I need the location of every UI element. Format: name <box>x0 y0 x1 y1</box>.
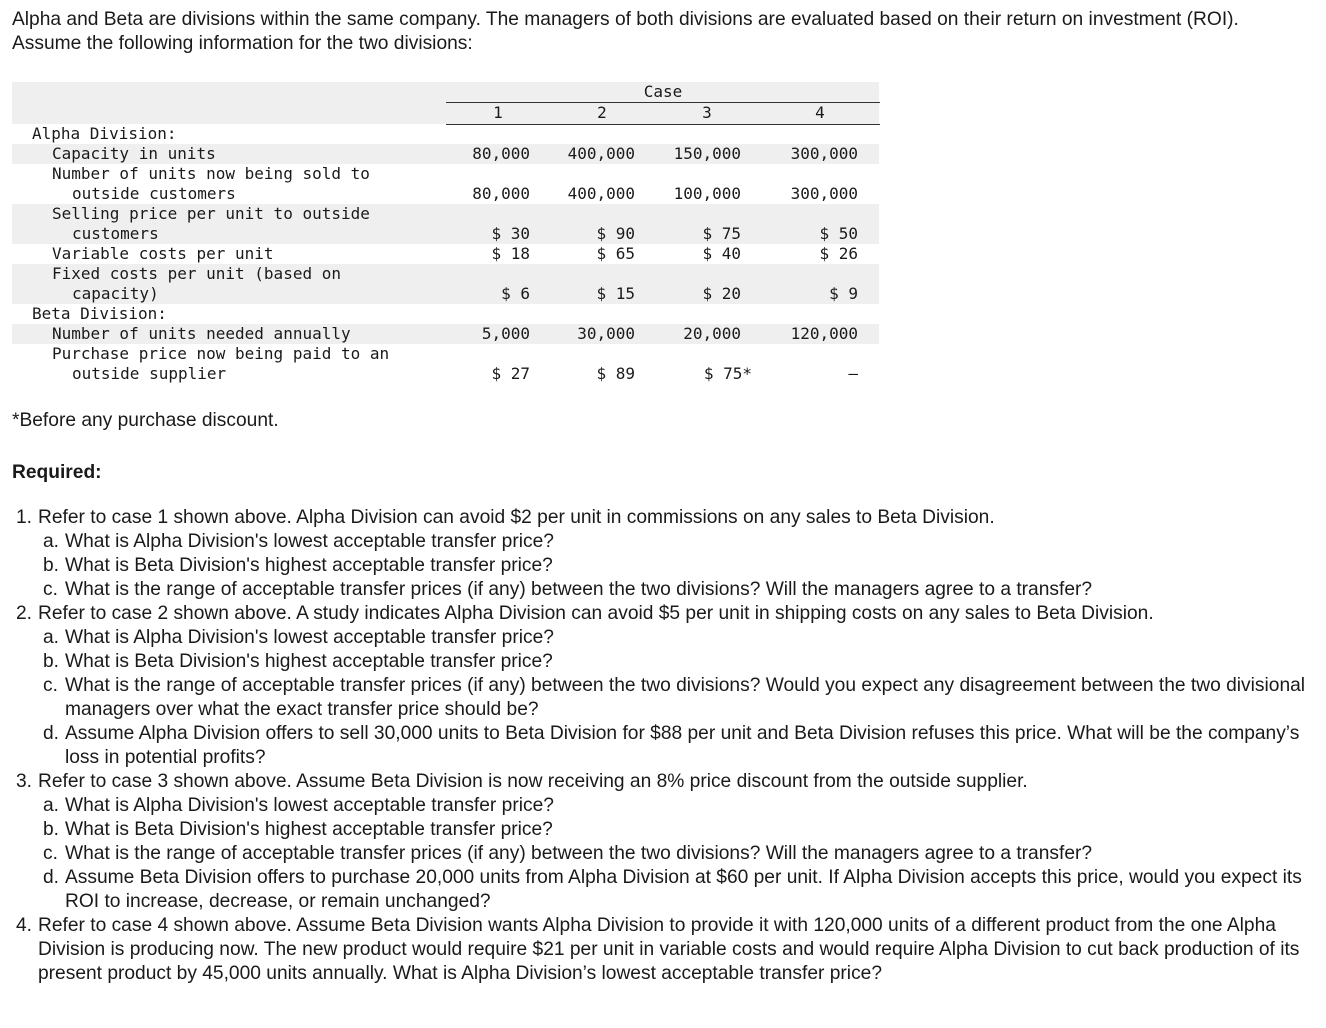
row-label: Fixed costs per unit (based on <box>52 264 341 283</box>
footnote: *Before any purchase discount. <box>12 410 279 431</box>
required-heading: Required: <box>12 462 102 483</box>
row-label: Selling price per unit to outside <box>52 204 370 223</box>
sub-letter: d. <box>43 723 60 744</box>
sub-letter: d. <box>43 867 60 888</box>
table-cell: $ 27 <box>491 364 530 383</box>
sub-letter: c. <box>43 675 58 696</box>
sub-text: What is the range of acceptable transfer prices (if any) between the two divisions? Would you expect any disagreement between the two divisional managers over what the exact transfer price should be? <box>65 675 1306 720</box>
case-number: 4 <box>815 103 825 122</box>
table-cell: 100,000 <box>673 184 741 203</box>
row-label-continued: outside customers <box>72 184 236 203</box>
sub-question <box>16 674 1316 722</box>
table-cell: $ 6 <box>501 284 530 303</box>
sub-text: What is the range of acceptable transfer prices (if any) between the two divisions? Will the managers agree to a transfer? <box>65 843 1093 864</box>
sub-text: What is Beta Division's highest acceptable transfer price? <box>65 555 553 576</box>
beta-division-heading: Beta Division: <box>32 304 167 323</box>
question-text: Refer to case 1 shown above. Alpha Division can avoid $2 per unit in commissions on any sales to Beta Division. <box>38 507 995 528</box>
table-cell: 120,000 <box>790 324 858 343</box>
row-label: Number of units needed annually <box>52 324 351 343</box>
question-text: Refer to case 4 shown above. Assume Beta Division wants Alpha Division to provide it with 120,000 units of a different product from the one Alpha Division is producing now. The new product would require $21 per unit in variable costs and would require Alpha Division to cut back production of its present product by 45,000 units annually. What is Alpha Division’s lowest acceptable transfer price? <box>38 915 1300 984</box>
case-number: 1 <box>493 103 503 122</box>
table-cell: – <box>848 364 858 383</box>
sub-letter: b. <box>43 651 60 672</box>
table-cell: $ 26 <box>819 244 858 263</box>
sub-letter: a. <box>43 627 60 648</box>
table-cell: $ 89 <box>596 364 635 383</box>
alpha-division-heading: Alpha Division: <box>32 124 177 143</box>
table-cell: $ 90 <box>596 224 635 243</box>
row-label: Variable costs per unit <box>52 244 274 263</box>
table-cell: 80,000 <box>472 144 530 163</box>
row-label-continued: customers <box>72 224 159 243</box>
row-label: Number of units now being sold to <box>52 164 370 183</box>
table-cell: 80,000 <box>472 184 530 203</box>
table-cell: 400,000 <box>567 144 635 163</box>
question-number: 1. <box>16 507 33 528</box>
sub-text: What is Beta Division's highest acceptable transfer price? <box>65 651 553 672</box>
sub-letter: c. <box>43 579 58 600</box>
table-cell: $ 15 <box>596 284 635 303</box>
table-cell: $ 65 <box>596 244 635 263</box>
sub-letter: b. <box>43 555 60 576</box>
sub-text: Assume Alpha Division offers to sell 30,000 units to Beta Division for $88 per unit and Beta Division refuses this price. What will be the company’s loss in potential profits? <box>65 723 1300 768</box>
table-cell: $ 30 <box>491 224 530 243</box>
table-cell: $ 75* <box>703 364 752 383</box>
table-cell: $ 9 <box>829 284 858 303</box>
sub-question <box>16 722 1316 770</box>
table-cell: 300,000 <box>790 144 858 163</box>
table-cell: $ 20 <box>702 284 741 303</box>
row-label-continued: capacity) <box>72 284 159 303</box>
table-cell: 300,000 <box>790 184 858 203</box>
sub-letter: b. <box>43 819 60 840</box>
case-header: Case <box>643 82 683 101</box>
sub-question <box>16 530 1316 554</box>
table-cell: $ 40 <box>702 244 741 263</box>
problem-intro <box>12 8 1302 56</box>
header-rule-bottom <box>446 124 880 125</box>
sub-text: What is Alpha Division's lowest acceptable transfer price? <box>65 627 554 648</box>
sub-text: What is Alpha Division's lowest acceptable transfer price? <box>65 531 554 552</box>
sub-question <box>16 650 1316 674</box>
sub-letter: a. <box>43 795 60 816</box>
row-label: Purchase price now being paid to an <box>52 344 390 363</box>
case-number: 2 <box>597 103 607 122</box>
table-cell: 400,000 <box>567 184 635 203</box>
sub-text: What is the range of acceptable transfer prices (if any) between the two divisions? Will the managers agree to a transfer? <box>65 579 1093 600</box>
question-2 <box>16 602 1316 626</box>
question-number: 2. <box>16 603 33 624</box>
case-number: 3 <box>702 103 712 122</box>
question-number: 4. <box>16 915 33 936</box>
table-cell: 30,000 <box>577 324 635 343</box>
sub-question <box>16 842 1316 866</box>
row-label: Capacity in units <box>52 144 216 163</box>
sub-letter: a. <box>43 531 60 552</box>
table-cell: 20,000 <box>683 324 741 343</box>
question-text: Refer to case 3 shown above. Assume Beta Division is now receiving an 8% price discount from the outside supplier. <box>38 771 1028 792</box>
table-cell: $ 75 <box>702 224 741 243</box>
sub-text: What is Beta Division's highest acceptable transfer price? <box>65 819 553 840</box>
sub-text: What is Alpha Division's lowest acceptable transfer price? <box>65 795 554 816</box>
sub-question <box>16 866 1316 914</box>
table-cell: $ 18 <box>491 244 530 263</box>
intro-paragraph: Alpha and Beta are divisions within the same company. The managers of both divisions are evaluated based on their return on investment (ROI). Assume the following information for the two divisions: <box>12 9 1239 54</box>
question-4 <box>16 914 1316 986</box>
question-list <box>16 506 1316 986</box>
sub-question <box>16 554 1316 578</box>
question-text: Refer to case 2 shown above. A study indicates Alpha Division can avoid $5 per unit in shipping costs on any sales to Beta Division. <box>38 603 1154 624</box>
question-3 <box>16 770 1316 794</box>
table-cell: 5,000 <box>481 324 530 343</box>
sub-letter: c. <box>43 843 58 864</box>
sub-question <box>16 818 1316 842</box>
row-label-continued: outside supplier <box>72 364 227 383</box>
sub-text: Assume Beta Division offers to purchase 20,000 units from Alpha Division at $60 per unit. If Alpha Division accepts this price, would you expect its ROI to increase, decrease, or remain unchanged? <box>65 867 1302 912</box>
table-cell: 150,000 <box>673 144 741 163</box>
division-data-table <box>12 82 880 386</box>
sub-question <box>16 578 1316 602</box>
table-cell: $ 50 <box>819 224 858 243</box>
question-number: 3. <box>16 771 33 792</box>
sub-question <box>16 626 1316 650</box>
question-1 <box>16 506 1316 530</box>
sub-question <box>16 794 1316 818</box>
